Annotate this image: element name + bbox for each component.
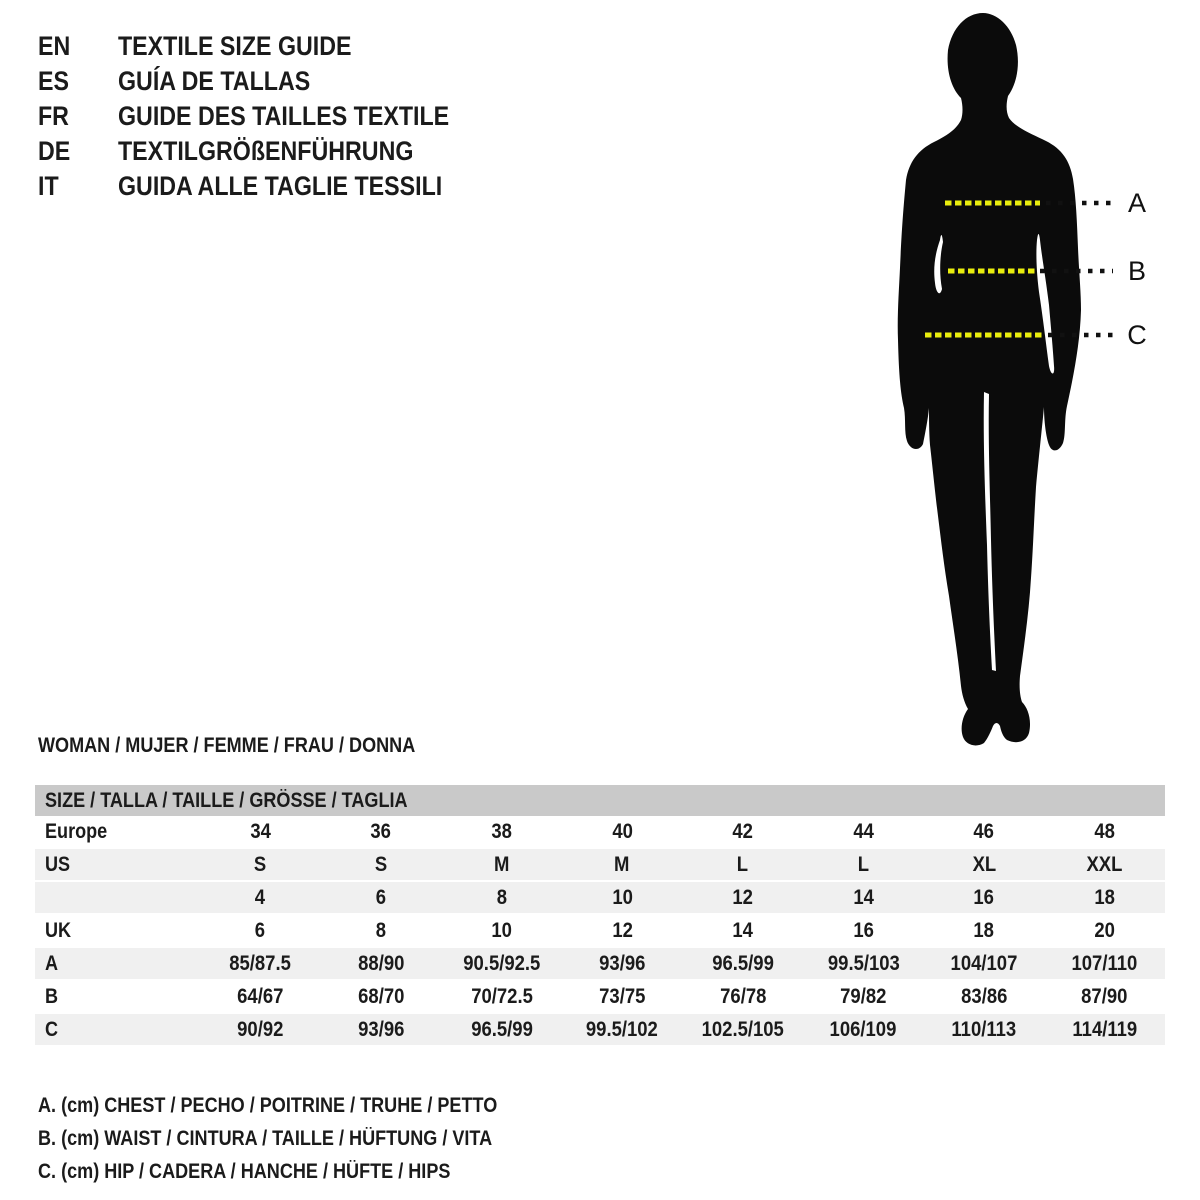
size-cell: 14: [732, 918, 754, 942]
size-cell: 85/87.5: [229, 951, 292, 975]
row-label: Europe: [45, 819, 108, 843]
lang-label: GUIDE DES TAILLES TEXTILE: [118, 101, 450, 131]
size-cell: 87/90: [1081, 984, 1128, 1008]
measure-label-c: C: [1127, 320, 1147, 350]
size-cell: M: [493, 852, 510, 876]
size-cell: 18: [973, 918, 995, 942]
size-cell: 68/70: [357, 984, 405, 1008]
size-cell: 104/107: [950, 951, 1018, 975]
size-cell: 16: [853, 918, 874, 942]
lang-row-de: [38, 134, 503, 169]
size-cell: XL: [972, 852, 996, 876]
lang-label: TEXTILGRÖßENFÜHRUNG: [118, 136, 414, 166]
size-cell: 20: [1094, 918, 1115, 942]
size-cell: L: [857, 852, 870, 876]
table-row-europe: [35, 816, 1165, 849]
lang-code: DE: [38, 136, 71, 166]
size-cell: L: [737, 852, 749, 876]
lang-code: IT: [38, 171, 59, 201]
woman-silhouette-figure: [880, 0, 1200, 760]
size-cell: 6: [375, 885, 387, 909]
size-cell: 73/75: [599, 984, 646, 1008]
size-cell: 10: [491, 918, 512, 942]
lang-row-fr: [38, 99, 503, 134]
size-cell: 16: [973, 885, 995, 909]
size-cell: 40: [611, 819, 633, 843]
table-row-waist-b: [35, 981, 1165, 1014]
table-header: SIZE / TALLA / TAILLE / GRÖSSE / TAGLIA: [35, 785, 1165, 816]
measure-label-b: B: [1127, 256, 1147, 286]
size-cell: 8: [375, 918, 387, 942]
size-cell: 6: [255, 918, 266, 942]
size-cell: 44: [853, 819, 874, 843]
size-cell: 99.5/102: [586, 1017, 659, 1041]
language-list: [38, 29, 503, 204]
size-cell: 79/82: [840, 984, 887, 1008]
size-cell: 107/110: [1071, 951, 1138, 975]
size-cell: 14: [853, 885, 874, 909]
size-cell: 46: [973, 819, 995, 843]
lang-label: GUIDA ALLE TAGLIE TESSILI: [118, 171, 443, 201]
row-label: US: [45, 852, 71, 876]
size-cell: 4: [255, 885, 266, 909]
size-cell: M: [614, 852, 630, 876]
lang-row-en: [38, 29, 503, 64]
size-cell: 8: [496, 885, 507, 909]
size-cell: 88/90: [357, 951, 405, 975]
size-cell: 10: [611, 885, 633, 909]
size-cell: 93/96: [357, 1017, 405, 1041]
size-cell: 18: [1094, 885, 1115, 909]
size-cell: S: [254, 852, 267, 876]
size-cell: 64/67: [237, 984, 284, 1008]
size-cell: 42: [732, 819, 754, 843]
size-cell: 90.5/92.5: [463, 951, 541, 975]
size-cell: 36: [370, 819, 392, 843]
size-cell: 12: [611, 918, 633, 942]
row-label: C: [45, 1017, 59, 1041]
row-label: B: [45, 984, 59, 1008]
size-cell: 102.5/105: [701, 1017, 784, 1041]
size-cell: 48: [1094, 819, 1115, 843]
table-row-uk: [35, 915, 1165, 948]
size-cell: 76/78: [719, 984, 766, 1008]
size-cell: 38: [491, 819, 512, 843]
size-cell: XXL: [1086, 852, 1123, 876]
lang-label: GUÍA DE TALLAS: [118, 66, 311, 96]
size-cell: 70/72.5: [470, 984, 533, 1008]
size-table: [35, 785, 1165, 1047]
table-row-hip-c: [35, 1014, 1165, 1047]
row-label: [35, 886, 200, 910]
legend-line-a: A. (cm) CHEST / PECHO / POITRINE / TRUHE / PETTO: [38, 1093, 498, 1117]
lang-row-it: [38, 169, 503, 204]
section-title: WOMAN / MUJER / FEMME / FRAU / DONNA: [38, 734, 416, 757]
size-cell: 99.5/103: [827, 951, 900, 975]
size-cell: 106/109: [830, 1017, 897, 1041]
measure-label-a: A: [1127, 188, 1147, 218]
row-label: A: [45, 951, 59, 975]
table-row-chest-a: [35, 948, 1165, 981]
size-cell: 90/92: [237, 1017, 284, 1041]
lang-row-es: [38, 64, 503, 99]
lang-label: TEXTILE SIZE GUIDE: [118, 31, 352, 61]
table-row-us-letters: [35, 849, 1165, 882]
table-row-us-numeric: [35, 882, 1165, 915]
size-cell: 34: [250, 819, 271, 843]
size-cell: 114/119: [1072, 1017, 1138, 1041]
size-cell: 12: [732, 885, 754, 909]
woman-silhouette: [898, 13, 1081, 745]
lang-code: FR: [38, 101, 69, 131]
lang-code: EN: [38, 31, 71, 61]
size-cell: 96.5/99: [711, 951, 774, 975]
lang-code: ES: [38, 66, 69, 96]
size-cell: 96.5/99: [470, 1017, 533, 1041]
legend-line-b: B. (cm) WAIST / CINTURA / TAILLE / HÜFTUNG / VITA: [38, 1126, 493, 1150]
measurement-legend: [38, 1089, 572, 1188]
legend-line-c: C. (cm) HIP / CADERA / HANCHE / HÜFTE / HIPS: [38, 1159, 451, 1183]
size-cell: S: [374, 852, 388, 876]
size-cell: 83/86: [960, 984, 1008, 1008]
size-cell: 110/113: [951, 1017, 1017, 1041]
row-label: UK: [45, 918, 72, 942]
size-cell: 93/96: [599, 951, 646, 975]
